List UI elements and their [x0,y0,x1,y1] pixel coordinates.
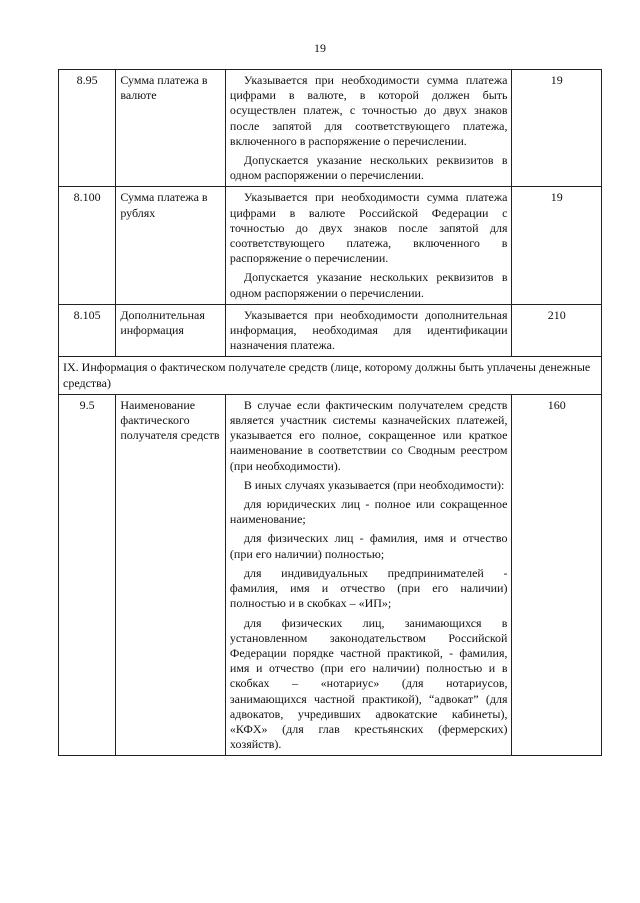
requisite-number: 8.95 [59,70,116,187]
table-row [59,304,602,357]
requisite-name: Наименование фактического получателя средств [116,394,226,755]
description-paragraph: В иных случаях указывается (при необходимости): [243,477,505,492]
requisite-description [225,304,512,357]
requisite-name: Сумма платежа в рублях [116,187,226,304]
description-paragraph: для юридических лиц - полное или сокращенное наименование; [229,497,508,527]
section-row [59,357,602,394]
description-paragraph: Указывается при необходимости сумма платежа цифрами в валюте, в которой должен быть осуществлен платеж, с точностью до двух знаков после запятой для соответствующего платежа, включенного в распоряжение о перечислении. [229,73,508,148]
requisite-length: 160 [512,394,602,755]
table-row [59,70,602,187]
requisite-name: Дополнительная информация [116,304,226,357]
requisites-table [58,69,602,756]
section-title: IX. Информация о фактическом получателе средств (лице, которому должны быть уплачены денежные средства) [59,357,602,394]
requisite-description [225,70,512,187]
requisite-length: 19 [512,70,602,187]
description-paragraph: Допускается указание нескольких реквизитов в одном распоряжении о перечислении. [229,270,508,300]
description-paragraph: В случае если фактическим получателем средств является участник системы казначейских платежей, указывается его полное, сокращенное или краткое наименование в соответствии со Сводным реестром (при необходимости). [229,397,508,473]
requisite-number: 8.100 [59,187,116,304]
description-paragraph: для индивидуальных предпринимателей - фамилия, имя и отчество (при его наличии) полностью и в скобках – «ИП»; [229,565,508,611]
description-paragraph: Допускается указание нескольких реквизитов в одном распоряжении о перечислении. [229,153,508,183]
description-paragraph: для физических лиц, занимающихся в установленном законодательством Российской Федерации порядке частной практикой, - фамилия, имя и отчество (при его наличии) полностью и в скобках – «нотариус» (для нотариусов, занимающихся частной практикой), “адвокат” (для адвокатов, учредивших адвокатские кабинеты), «КФХ» (для глав крестьянских (фермерских) хозяйств). [229,615,508,752]
table-row [59,187,602,304]
requisite-number: 9.5 [59,394,116,755]
description-paragraph: для физических лиц - фамилия, имя и отчество (при его наличии) полностью; [229,531,508,561]
page-number: 19 [314,41,326,55]
requisite-number: 8.105 [59,304,116,357]
requisite-name: Сумма платежа в валюте [116,70,226,187]
requisite-description [225,394,512,755]
requisite-length: 19 [512,187,602,304]
description-paragraph: Указывается при необходимости дополнительная информация, необходимая для идентификации назначения платежа. [229,307,508,353]
table-row [59,394,602,755]
requisite-length: 210 [512,304,602,357]
requisite-description [225,187,512,304]
description-paragraph: Указывается при необходимости сумма платежа цифрами в валюте Российской Федерации с точностью до двух знаков после запятой для соответствующего платежа, включенного в распоряжение о перечислении. [229,190,508,266]
